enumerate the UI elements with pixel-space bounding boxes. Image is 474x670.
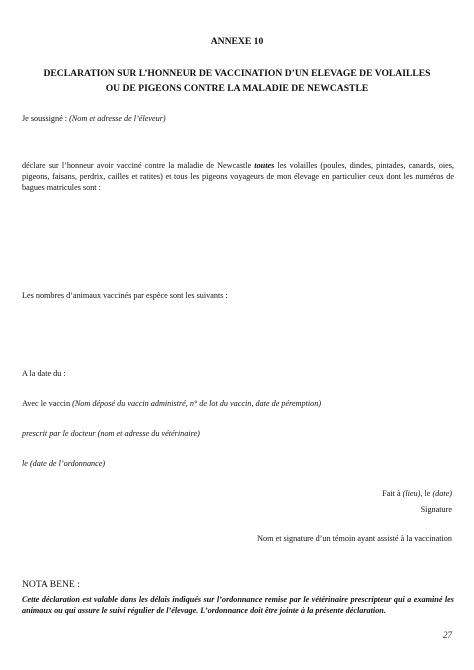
soussigne-prefix: Je soussigné : bbox=[22, 114, 70, 123]
page-number: 27 bbox=[443, 630, 452, 640]
fait-lieu: (lieu) bbox=[402, 489, 421, 498]
fait-a-line bbox=[382, 488, 452, 499]
nota-bene-heading: NOTA BENE : bbox=[22, 579, 80, 590]
nota-bene-text: Cette déclaration est valable dans les délais indiqués sur l’ordonnance remise par le vétérinaire prescripteur qui a examiné les animaux ou qui assure le suivi régulier de l’élevage. L’ordonnance doit être jointe à la présente déclaration. bbox=[22, 595, 454, 615]
ordonnance-line bbox=[22, 458, 105, 469]
vaccin-field: (Nom déposé du vaccin administré, n° de lot du vaccin, date de péremption) bbox=[72, 399, 322, 408]
vaccin-line bbox=[22, 398, 321, 409]
vaccin-prefix: Avec le vaccin bbox=[22, 399, 73, 408]
fait-middle: , le bbox=[420, 489, 433, 498]
ordonnance-text: le (date de l’ordonnance) bbox=[22, 459, 106, 468]
date-du-line: A la date du : bbox=[22, 369, 66, 378]
prescrit-line bbox=[22, 428, 200, 439]
declaration-text-before: déclare sur l’honneur avoir vacciné contre la maladie de Newcastle bbox=[22, 161, 255, 170]
declaration-emphasis: toutes bbox=[254, 161, 275, 170]
prescrit-text: prescrit par le docteur (nom et adresse du vétérinaire) bbox=[22, 429, 200, 438]
signature-label: Signature bbox=[420, 505, 452, 514]
fait-date: (date) bbox=[432, 489, 452, 498]
annexe-label: ANNEXE 10 bbox=[210, 36, 264, 47]
document-title-line-2: OU DE PIGEONS CONTRE LA MALADIE DE NEWCASTLE bbox=[105, 83, 369, 94]
declaration-paragraph bbox=[22, 160, 454, 193]
temoin-label: Nom et signature d’un témoin ayant assisté à la vaccination bbox=[257, 534, 452, 543]
document-title-line-1: DECLARATION SUR L’HONNEUR DE VACCINATION D’UN ELEVAGE DE VOLAILLES bbox=[43, 68, 431, 79]
soussigne-field: (Nom et adresse de l’éleveur) bbox=[69, 114, 166, 123]
fait-prefix: Fait à bbox=[382, 489, 403, 498]
nombres-animaux-line: Les nombres d’animaux vaccinés par espèce sont les suivants : bbox=[22, 291, 228, 300]
soussigne-line bbox=[22, 113, 166, 124]
declaration-text-after: les volailles (poules, dindes, pintades, canards, oies, pigeons, faisans, perdrix, cailles et ratites) et tous les pigeons voyageurs de mon élevage en particulier ceux dont les numéros de bagues matricules sont : bbox=[22, 161, 454, 192]
